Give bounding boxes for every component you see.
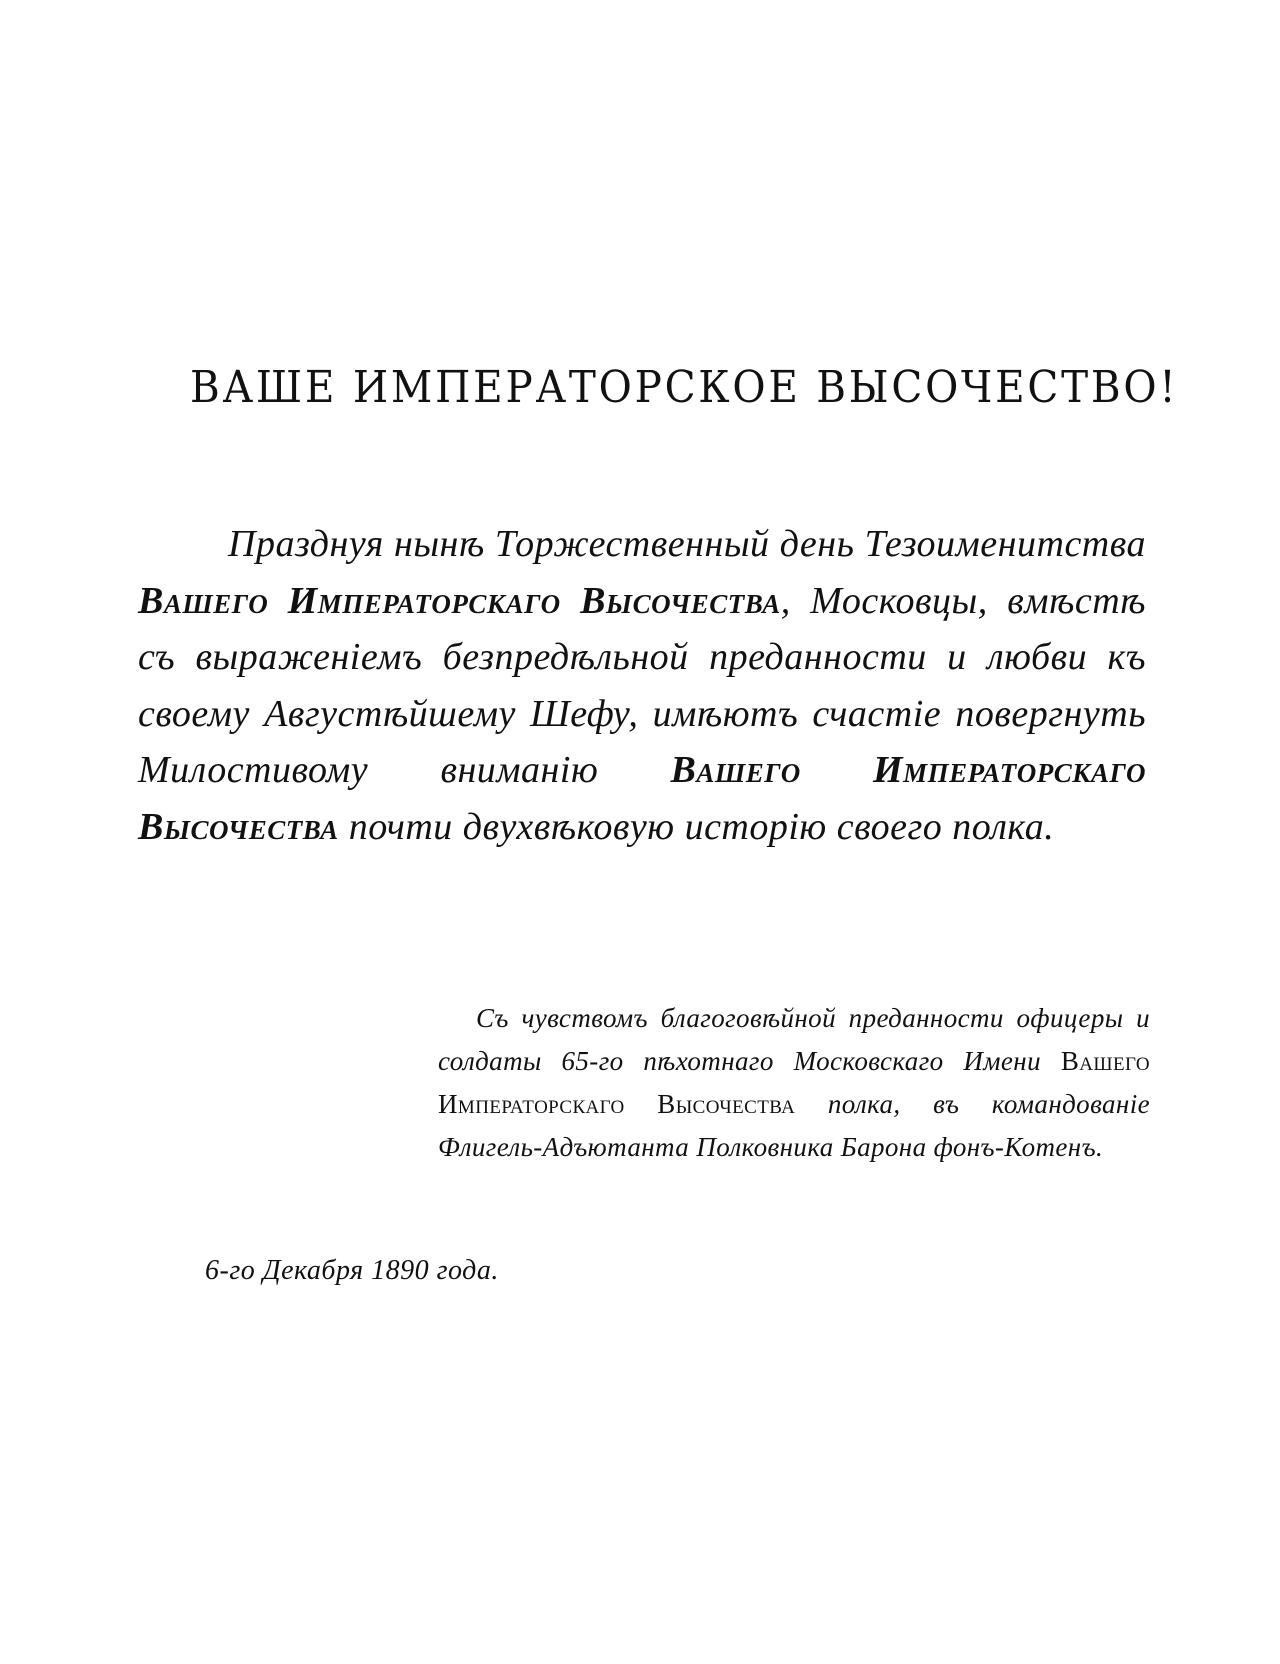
- main-paragraph-title-2: Вашего Императорскаго Высочества: [138, 749, 1146, 848]
- signature-text-2: полка, въ командованіе Флигель-Адъютанта Полковника Барона фонъ-Котенъ.: [438, 1089, 1150, 1162]
- main-paragraph-text-3: почти двухвѣковую исторію своего полка.: [338, 805, 1055, 848]
- main-paragraph-text-1: Празднуя нынѣ Торжественный день Тезоименитства: [228, 523, 1146, 565]
- date-line: 6-го Декабря 1890 года.: [205, 1255, 499, 1286]
- page-title: ВАШЕ ИМПЕРАТОРСКОЕ ВЫСОЧЕСТВО!: [190, 362, 1179, 413]
- signature-title: Вашего Императорскаго Высочества: [438, 1046, 1150, 1119]
- main-paragraph: [138, 516, 1146, 855]
- signature-text-1: Съ чувствомъ благоговѣйной преданности офицеры и солдаты 65-го пѣхотнаго Московскаго Имени: [438, 1003, 1150, 1076]
- main-paragraph-text-2: , Московцы, вмѣстѣ съ выраженіемъ безпредѣльной преданности и любви къ своему Августѣйшему Шефу, имѣютъ счастіе повергнуть Милостивому вниманію: [138, 579, 1146, 791]
- main-paragraph-title-1: Вашего Императорскаго Высочества: [138, 579, 781, 622]
- signature-block: [438, 997, 1150, 1169]
